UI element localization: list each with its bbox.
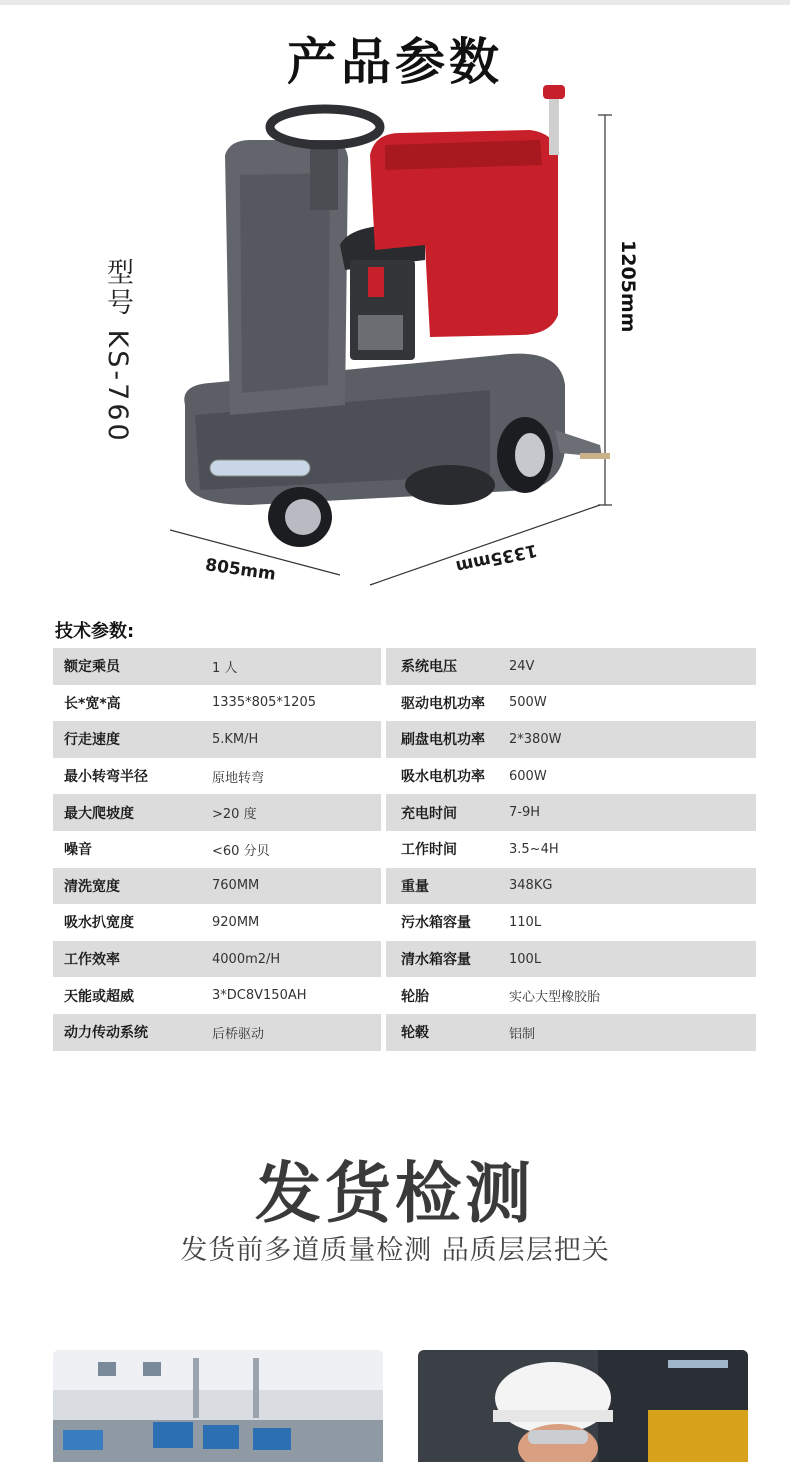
spec-key: 额定乘员 [64,659,120,676]
inspection-subtitle: 发货前多道质量检测 品质层层把关 [180,1235,610,1266]
specs-table-right [386,648,756,1051]
spec-key: 充电时间 [401,805,457,822]
inspection-title: 发货检测 [255,1155,535,1232]
spec-key: 轮胎 [401,988,429,1005]
spec-key: 刷盘电机功率 [401,732,485,749]
spec-value: >20 度 [212,807,257,823]
spec-value: 原地转弯 [212,770,265,786]
spec-value: <60 分贝 [212,843,270,859]
spec-row [386,721,756,758]
spec-value: 920MM [212,914,260,930]
spec-row [53,758,381,795]
spec-value: 110L [509,914,542,930]
spec-key: 长*宽*高 [64,695,121,712]
top-divider [0,0,790,5]
spec-key: 动力传动系统 [64,1025,148,1042]
spec-key: 天能或超威 [64,988,134,1005]
specs-table-left [53,648,381,1051]
width-dimension-label: 805mm [203,555,277,585]
spec-key: 吸水电机功率 [401,769,485,786]
spec-row [386,941,756,978]
spec-key: 清洗宽度 [64,878,120,895]
spec-value: 2*380W [509,731,562,747]
spec-row [53,685,381,722]
spec-value: 500W [509,695,547,711]
spec-key: 噪音 [64,842,92,859]
spec-value: 1 人 [212,660,238,676]
spec-key: 清水箱容量 [401,952,471,969]
spec-value: 后桥驱动 [212,1026,265,1042]
spec-key: 最小转弯半径 [64,769,148,786]
spec-key: 工作时间 [401,842,457,859]
spec-row [53,941,381,978]
spec-value: 760MM [212,878,260,894]
spec-value: 348KG [509,878,553,894]
spec-key: 驱动电机功率 [401,695,485,712]
spec-row [386,1014,756,1051]
specs-heading: 技术参数: [55,621,135,642]
spec-row [53,721,381,758]
spec-row [386,758,756,795]
spec-key: 重量 [401,878,429,895]
spec-value: 5.KM/H [212,731,259,747]
spec-row [386,648,756,685]
spec-row [386,685,756,722]
spec-row [53,831,381,868]
spec-row [386,868,756,905]
spec-key: 工作效率 [64,952,120,969]
spec-value: 4000m2/H [212,951,281,967]
model-label: 型号 KS-760 [102,258,133,444]
page-title: 产品参数 [287,33,503,91]
spec-row [386,977,756,1014]
spec-value: 24V [509,658,535,674]
spec-row [53,904,381,941]
spec-value: 7-9H [509,805,541,821]
inspection-worker-photo [418,1350,748,1462]
spec-row [53,868,381,905]
spec-row [53,794,381,831]
height-dimension-label: 1205mm [617,240,639,333]
spec-value: 100L [509,951,542,967]
spec-value: 1335*805*1205 [212,695,316,711]
spec-row [386,831,756,868]
spec-value: 600W [509,768,547,784]
spec-value: 铝制 [509,1026,536,1042]
spec-key: 污水箱容量 [401,915,471,932]
spec-value: 3.5~4H [509,841,559,857]
spec-row [386,904,756,941]
spec-value: 实心大型橡胶胎 [509,990,601,1006]
spec-key: 轮毂 [401,1025,429,1042]
spec-key: 最大爬坡度 [64,805,134,822]
spec-key: 系统电压 [401,659,457,676]
spec-value: 3*DC8V150AH [212,988,307,1004]
spec-row [53,1014,381,1051]
spec-key: 行走速度 [64,732,120,749]
floor-scrubber-image [170,85,630,595]
spec-row [53,977,381,1014]
spec-row [386,794,756,831]
spec-key: 吸水扒宽度 [64,915,134,932]
spec-row [53,648,381,685]
length-dimension-label: 1335mm [453,539,539,577]
factory-floor-photo [53,1350,383,1462]
